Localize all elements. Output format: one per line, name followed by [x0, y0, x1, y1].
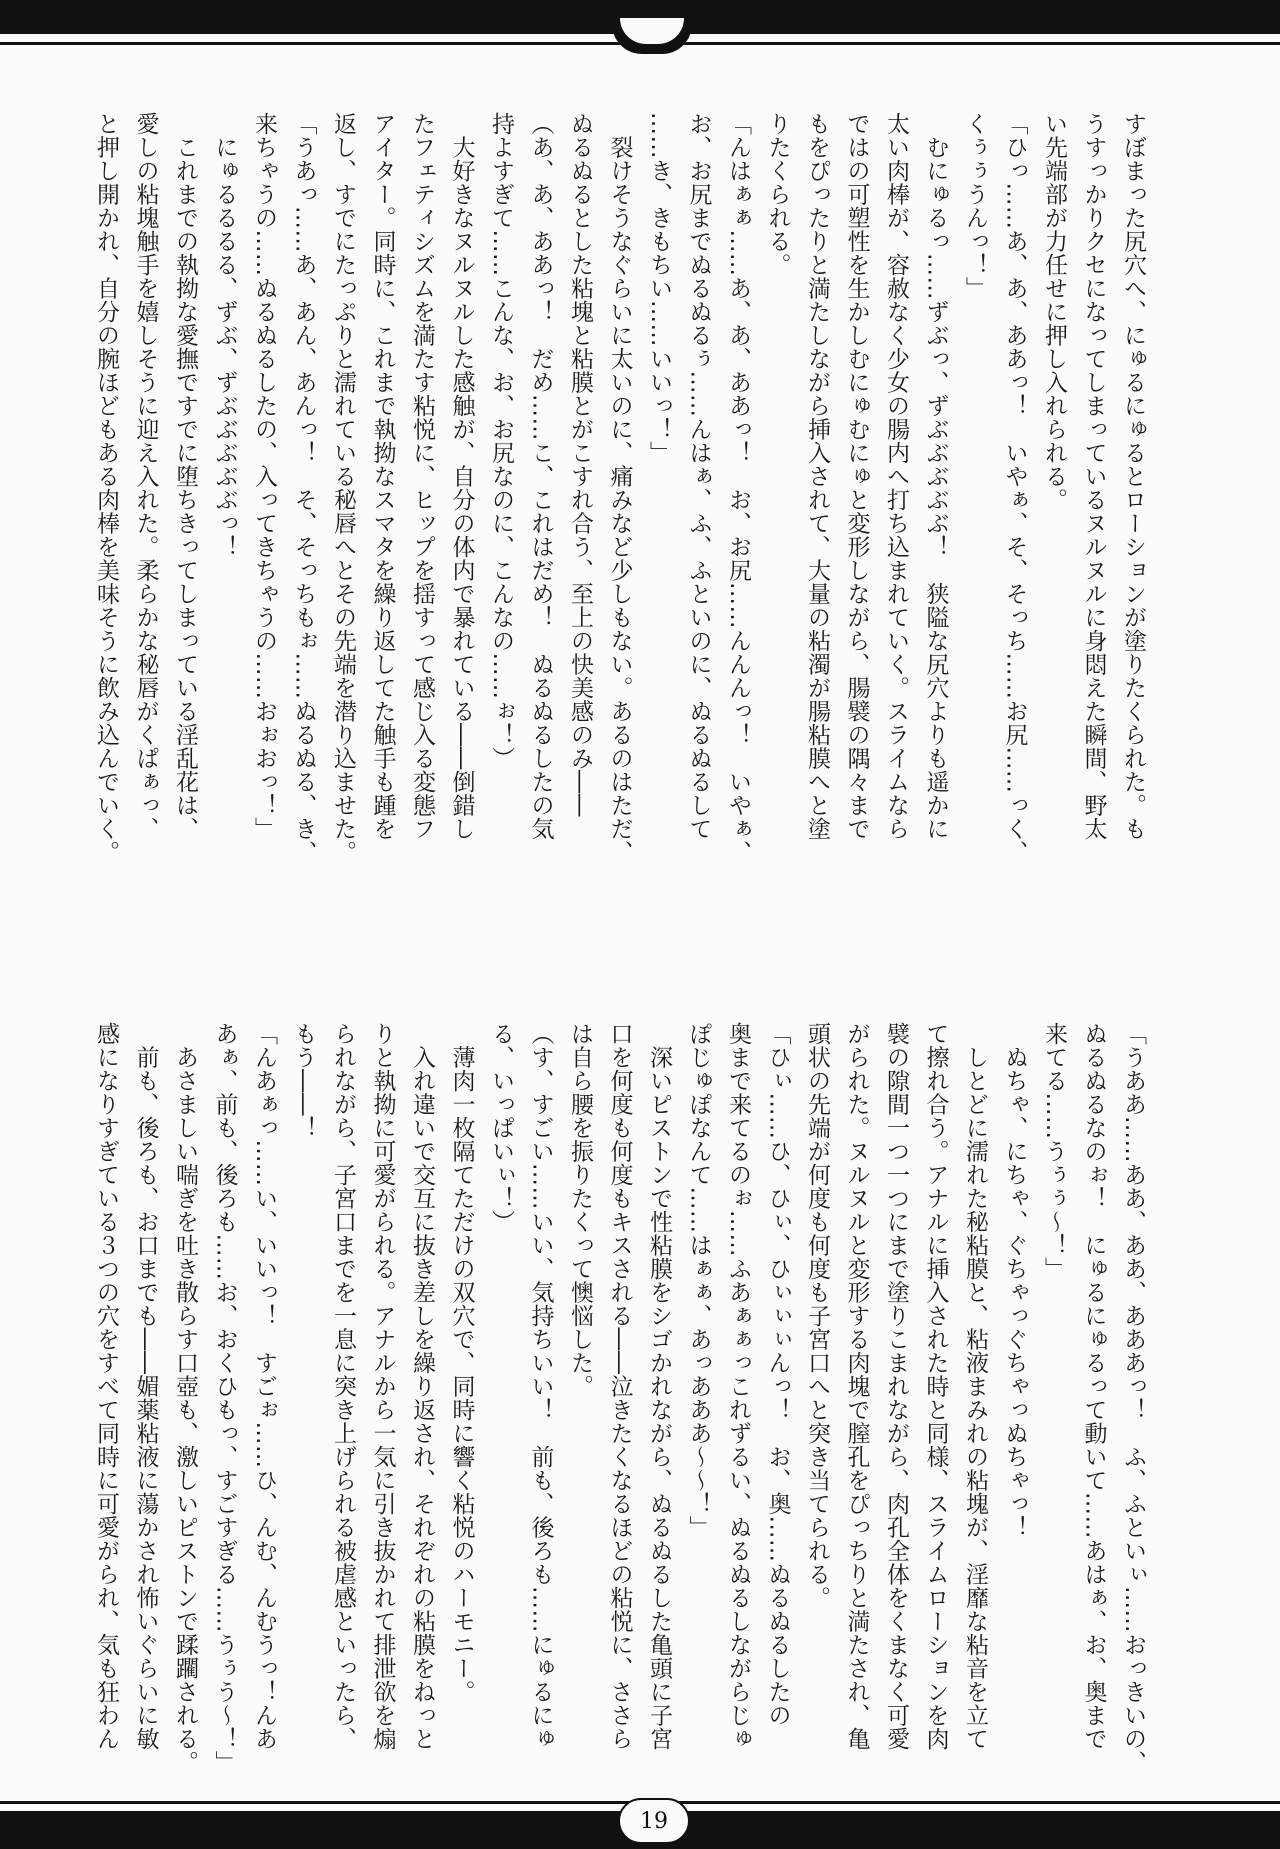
text-line: ぬちゃ、にちゃ、ぐちゃっぐちゃっぬちゃっ！: [1001, 1022, 1028, 1539]
text-line: くぅぅうんっ！」: [962, 112, 988, 300]
text-line: 入れ違いで交互に抜き差しを繰り返され、それぞれの粘膜をねっと: [409, 1022, 435, 1751]
text-line: すぼまった尻穴へ、にゅるにゅるとローションが塗りたくられた。も: [1120, 112, 1146, 841]
text-line: 深いピストンで性粘膜をシゴかれながら、ぬるぬるした亀頭に子宮: [646, 1022, 672, 1751]
text-line: がられた。ヌルヌルと変形する肉塊で膣孔をぴっちりと満たされ、亀: [843, 1022, 870, 1751]
text-line: あさましい喘ぎを吐き散らす口壺も、激しいピストンで蹂躙される。: [172, 1022, 198, 1774]
text-line: りたくられる。: [764, 112, 791, 277]
text-line: （す、すごい……いい、気持ちいい！ 前も、後ろも……にゅるにゅ: [527, 1022, 554, 1751]
text-line: と押し開かれ、自分の腕ほどもある肉棒を美味そうに飲み込んでいく。: [93, 112, 119, 864]
text-line: ではの可塑性を生かしむにゅむにゅと変形しながら、腸襞の隅々まで: [843, 112, 870, 841]
text-line: 愛しの粘塊触手を嬉しそうに迎え入れた。柔らかな秘唇がくぱぁっ、: [132, 112, 159, 841]
text-line: 太い肉棒が、容赦なく少女の腸内へ打ち込まれていく。スライムなら: [883, 112, 909, 841]
text-line: 裂けそうなぐらいに太いのに、痛みなど少しもない。あるのはただ、: [606, 112, 633, 864]
text-line: にゅるるるる、ずぶ、ずぶぶぶぶぶっ！: [211, 112, 238, 559]
text-line: もをぴったりと満たしながら挿入されて、大量の粘濁が腸粘膜へと塗: [804, 112, 830, 841]
text-line: 来てる……うぅぅ～！」: [1041, 1022, 1067, 1281]
text-line: アイター。同時に、これまで執拗なスマタを繰り返してた触手も踵を: [369, 112, 396, 841]
text-line: い先端部が力任せに押し入れられる。: [1041, 112, 1067, 512]
page-number: 19: [640, 1808, 668, 1834]
text-line: 薄肉一枚隔てただけの双穴で、同時に響く粘悦のハーモニー。: [448, 1022, 475, 1704]
text-line: ぬるぬるなのぉ！ にゅるにゅるって動いて……あはぁ、お、奥まで: [1080, 1022, 1107, 1751]
text-line: （あ、あ、ああっ！ だめ……こ、これはだめ！ ぬるぬるしたの気: [527, 112, 554, 841]
text-line: ぬるぬるとした粘塊と粘膜とがこすれ合う、至上の快美感のみ――: [567, 112, 593, 817]
text-line: る、いっぱいぃ！）: [488, 1022, 514, 1234]
text-line: 「ひっ……あ、あ、ああっ！ いやぁ、そ、そっち……お尻……っく、: [1001, 112, 1028, 864]
text-line: 口を何度も何度もキスされる――泣きたくなるほどの粘悦に、ささら: [606, 1022, 633, 1751]
text-line: むにゅるっ……ずぶっ、ずぶぶぶぶぶ！ 狭隘な尻穴よりも遥かに: [922, 112, 949, 841]
text-line: ……き、きもちい……いいっ！」: [646, 112, 672, 465]
text-line: 持よすぎて……こんな、お、お尻なのに、こんなの……ぉ！）: [488, 112, 514, 770]
text-line: うすっかりクセになってしまっているヌルヌルに身悶えた瞬間、野太: [1080, 112, 1107, 841]
text-line: 感になりすぎている３つの穴をすべて同時に可愛がられ、気も狂わん: [93, 1022, 119, 1751]
text-line: ぽじゅぽなんて……はぁぁ、あっあああ～～！」: [685, 1022, 712, 1539]
text-line: あぁ、前も、後ろも……お、おくひもっ、すごすぎる……うぅう～！」: [211, 1022, 238, 1774]
text-line: お、お尻までぬるぬるぅ……んはぁ、ふ、ふといのに、ぬるぬるして: [685, 112, 712, 841]
text-line: 「うああ……ああ、ああ、あああっ！ ふ、ふといぃ……おっきいの、: [1120, 1022, 1146, 1774]
page-number-badge: [618, 1798, 690, 1844]
upper-text-block: [93, 112, 1152, 877]
text-line: たフェティシズムを満たす粘悦に、ヒップを揺すって感じ入る変態フ: [409, 112, 435, 841]
text-line: 襞の隙間一つ一つにまで塗りこまれながら、肉孔全体をくまなく可愛: [883, 1022, 909, 1751]
text-line: て擦れ合う。アナルに挿入された時と同様、スライムローションを肉: [922, 1022, 949, 1751]
text-line: 大好きなヌルヌルした感触が、自分の体内で暴れている――倒錯し: [448, 112, 475, 841]
text-line: 頭状の先端が何度も何度も子宮口へと突き当てられる。: [804, 1022, 830, 1610]
text-line: しとどに濡れた秘粘膜と、粘液まみれの粘塊が、淫靡な粘音を立て: [962, 1022, 988, 1751]
text-line: 奥まで来てるのぉ……ふあぁぁっこれずるい、ぬるぬるしながらじゅ: [725, 1022, 751, 1751]
text-line: られながら、子宮口までを一息に突き上げられる被虐感といったら、: [330, 1022, 356, 1751]
text-line: は自ら腰を振りたくって懊悩した。: [567, 1022, 593, 1398]
text-line: もう――！: [290, 1022, 317, 1140]
text-line: 前も、後ろも、お口までも――媚薬粘液に蕩かされ怖いぐらいに敏: [132, 1022, 159, 1751]
text-line: 「んあぁっ……い、いいっ！ すごぉ……ひ、んむ、んむうっ！んあ: [251, 1022, 277, 1751]
lower-text-block: [93, 1022, 1152, 1782]
text-line: 「うあっ……あ、あん、あんっ！ そ、そっちもぉ……ぬるぬる、き、: [290, 112, 317, 864]
text-line: 返し、すでにたっぷりと濡れている秘唇へとその先端を潜り込ませた。: [330, 112, 356, 864]
text-line: 「ひぃ……ひ、ひぃ、ひぃぃぃんっ！ お、奥……ぬるぬるしたの: [764, 1022, 791, 1727]
text-line: りと執拗に可愛がられる。アナルから一気に引き抜かれて排泄欲を煽: [369, 1022, 396, 1751]
text-line: これまでの執拗な愛撫ですでに堕ちきってしまっている淫乱花は、: [172, 112, 198, 841]
text-line: 来ちゃうの……ぬるぬるしたの、入ってきちゃうの……おぉおっ！」: [251, 112, 277, 841]
text-line: 「んはぁぁ……あ、あ、ああっ！ お、お尻……んんんっ！ いやぁ、: [725, 112, 751, 864]
